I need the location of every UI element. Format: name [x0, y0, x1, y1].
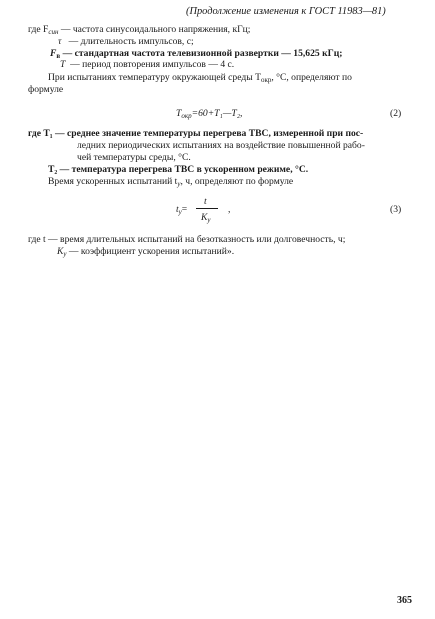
formula-3-equals: =: [181, 204, 188, 215]
formula-3-lhs: [176, 204, 187, 216]
formula-2-rhs: =60+T₁—T₂,: [191, 108, 243, 119]
paragraph-env-temp: [48, 72, 352, 84]
formula-3-number: (3): [390, 204, 402, 215]
ky-definition: — коэффициент ускорения испытаний».: [66, 246, 235, 257]
tau-symbol: τ: [58, 36, 62, 47]
def-line-t1: где T₁ — среднее значение температуры перегрева ТВС, измеренной при пос-: [28, 128, 364, 139]
fsin-definition: — частота синусоидального напряжения, кГц;: [58, 24, 251, 35]
env-temp-text-rest: , °С, определяют по: [271, 72, 352, 83]
env-temp-subscript: окр: [260, 76, 272, 84]
formula-3-denom-k: K: [201, 212, 208, 223]
def-line-t2: T₂ — температура перегрева ТВС в ускоренном режиме, °С.: [48, 164, 309, 175]
formula-2: [176, 108, 242, 120]
formula-3-numerator: t: [204, 196, 207, 207]
formula-2-subscript: окр: [181, 112, 192, 120]
running-header: (Продолжение изменения к ГОСТ 11983—81): [186, 6, 386, 17]
fv-subscript: в: [56, 52, 61, 60]
paragraph-accelerated-time: [48, 176, 293, 188]
def-line-ky: [57, 246, 234, 258]
def-line-t-long: где t — время длительных испытаний на безотказность или долговечность, ч;: [28, 234, 346, 245]
formula-3-fraction-bar: [196, 208, 218, 209]
accel-time-text-rest: , ч, определяют по формуле: [180, 176, 294, 187]
formula-3-denominator: [201, 212, 211, 224]
formula-3-lhs-subscript: у: [178, 208, 182, 216]
ky-subscript: у: [63, 250, 67, 258]
accel-time-subscript: у: [177, 180, 181, 188]
fv-symbol: F: [50, 48, 57, 59]
def-line-t1-cont2: чей температуры среды, °С.: [77, 152, 191, 163]
tau-definition: — длительность импульсов, с;: [68, 36, 194, 47]
formula-2-lhs: T: [176, 108, 182, 119]
def-where-label: где F: [28, 24, 49, 35]
def-line-t1-cont1: ледних периодических испытаниях на воздействие повышенной рабо-: [77, 140, 365, 151]
formula-3-lhs-t: t: [176, 204, 179, 215]
t-symbol: T: [60, 59, 66, 70]
def-line-t: [60, 59, 234, 70]
paragraph-formula-word: формуле: [28, 84, 64, 95]
def-line-fsin: [28, 24, 250, 36]
def-line-tau: [58, 36, 194, 47]
fv-definition: — стандартная частота телевизионной развертки — 15,625 кГц;: [60, 48, 343, 59]
page-number: 365: [397, 595, 412, 606]
formula-3-comma: ,: [228, 204, 231, 215]
accel-time-text: Время ускоренных испытаний t: [48, 176, 178, 187]
t-definition: — период повторения импульсов — 4 с.: [70, 59, 235, 70]
fsin-subscript: син: [48, 28, 59, 36]
formula-3-denom-subscript: у: [207, 216, 211, 224]
env-temp-text: При испытаниях температуру окружающей среды T: [48, 72, 261, 83]
formula-2-number: (2): [390, 108, 402, 119]
ky-symbol: K: [57, 246, 64, 257]
